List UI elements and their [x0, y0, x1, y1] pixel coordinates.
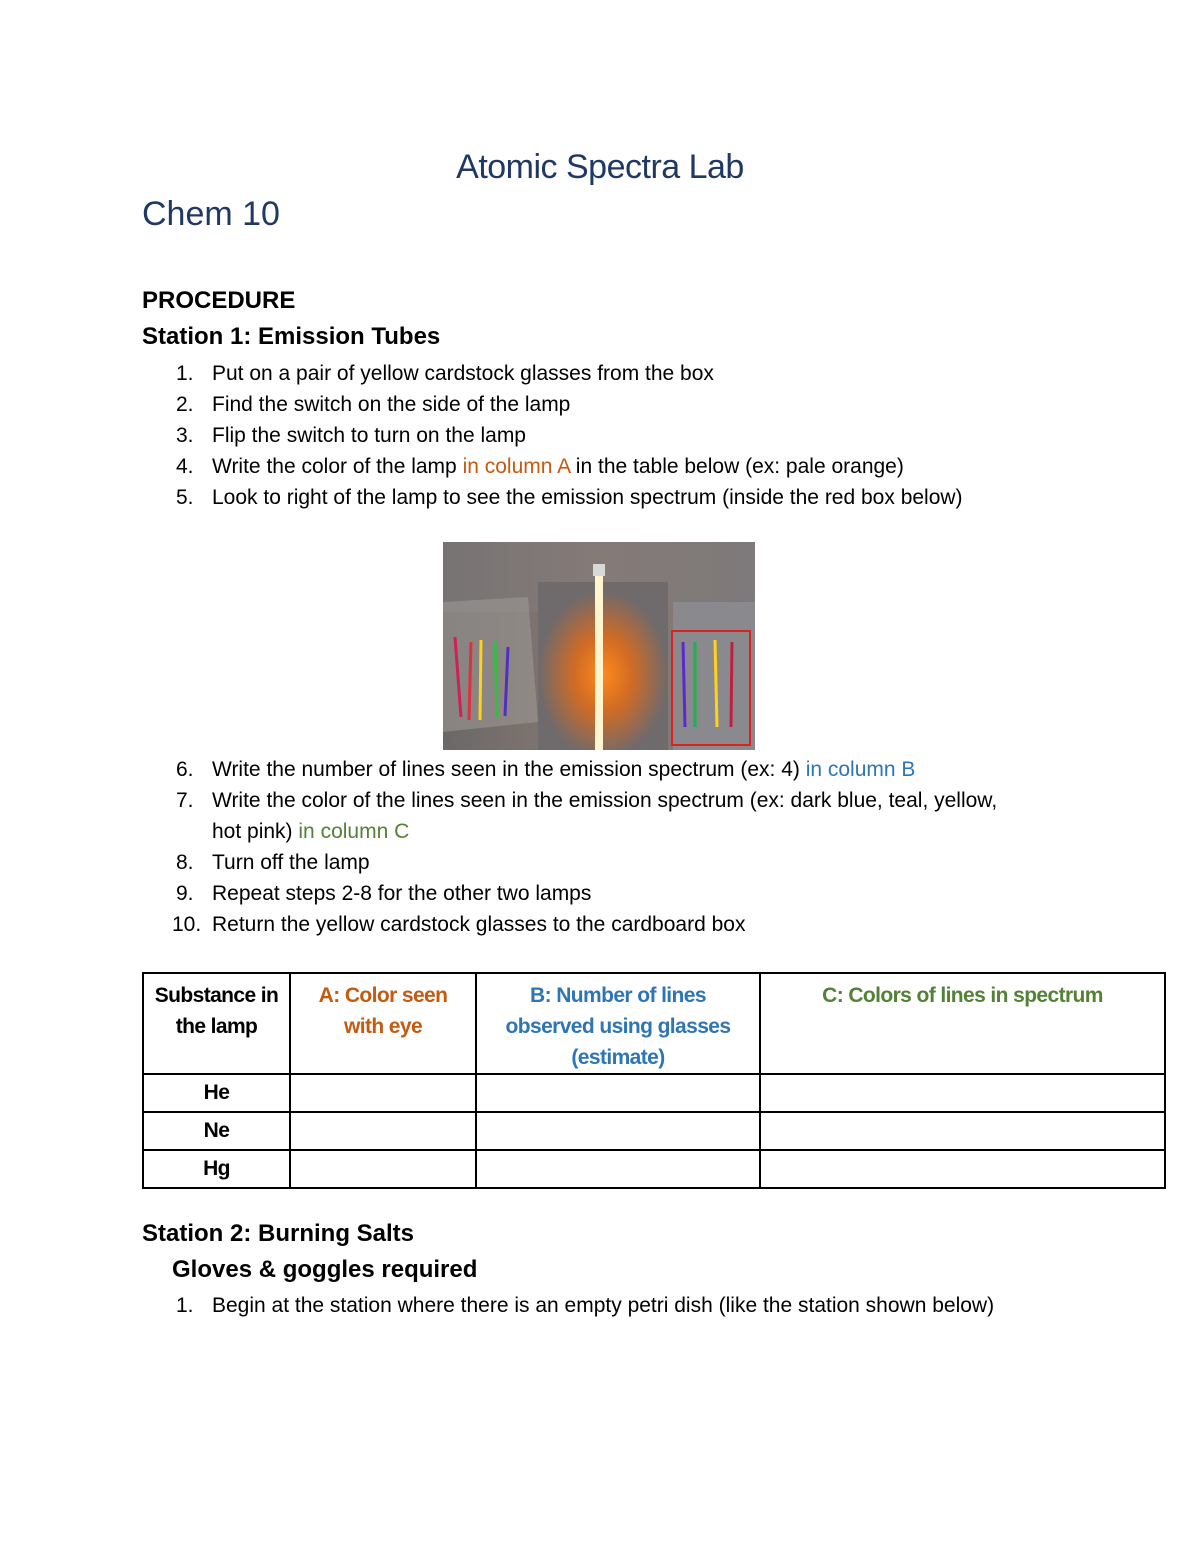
procedure-heading: PROCEDURE — [142, 287, 296, 314]
header-column-b: B: Number of lines observed using glasses (estimate) — [476, 973, 760, 1074]
list-item: 4. Write the color of the lamp in column A in the table below (ex: pale orange) — [176, 455, 904, 478]
list-item: 5. Look to right of the lamp to see the emission spectrum (inside the red box below) — [176, 486, 963, 509]
column-b-cell[interactable] — [476, 1074, 760, 1112]
safety-requirement: Gloves & goggles required — [172, 1256, 478, 1283]
list-item: 3. Flip the switch to turn on the lamp — [176, 424, 526, 447]
header-column-a: A: Color seen with eye — [290, 973, 476, 1074]
table-row — [143, 1112, 1165, 1150]
column-c-highlight: in column C — [298, 820, 410, 843]
column-b-cell[interactable] — [476, 1112, 760, 1150]
header-substance: Substance in the lamp — [143, 973, 290, 1074]
station-1-heading: Station 1: Emission Tubes — [142, 323, 441, 350]
list-item: 7. Write the color of the lines seen in the emission spectrum (ex: dark blue, teal, yellow, hot pink) in column C — [176, 789, 998, 843]
list-item: 10. Return the yellow cardstock glasses to the cardboard box — [172, 913, 746, 936]
table-row — [143, 1150, 1165, 1188]
column-a-cell[interactable] — [290, 1150, 476, 1188]
substance-cell: Hg — [143, 1150, 290, 1188]
list-item: 9. Repeat steps 2-8 for the other two lamps — [176, 882, 592, 905]
observation-table — [142, 972, 1166, 1189]
page-title: Atomic Spectra Lab — [456, 148, 744, 186]
column-c-cell[interactable] — [760, 1112, 1165, 1150]
column-c-cell[interactable] — [760, 1074, 1165, 1112]
column-a-highlight: in column A — [462, 455, 570, 478]
emission-lamp-photo — [443, 542, 755, 750]
station-1-steps-list-continued — [142, 754, 1042, 940]
list-item: 1. Put on a pair of yellow cardstock glasses from the box — [176, 362, 714, 385]
header-column-c: C: Colors of lines in spectrum — [760, 973, 1165, 1074]
list-item: 1. Begin at the station where there is an empty petri dish (like the station shown below) — [176, 1294, 995, 1317]
column-a-cell[interactable] — [290, 1074, 476, 1112]
column-b-highlight: in column B — [805, 758, 916, 781]
substance-cell: Ne — [143, 1112, 290, 1150]
course-name: Chem 10 — [142, 195, 280, 233]
list-item: 2. Find the switch on the side of the lamp — [176, 393, 571, 416]
table-header-row — [143, 973, 1165, 1074]
station-2-steps-list — [142, 1290, 1042, 1321]
column-a-cell[interactable] — [290, 1112, 476, 1150]
substance-cell: He — [143, 1074, 290, 1112]
station-2-heading: Station 2: Burning Salts — [142, 1220, 415, 1247]
list-item: 8. Turn off the lamp — [176, 851, 370, 874]
table-row — [143, 1074, 1165, 1112]
list-item: 6. Write the number of lines seen in the emission spectrum (ex: 4) in column B — [176, 758, 916, 781]
column-c-cell[interactable] — [760, 1150, 1165, 1188]
column-b-cell[interactable] — [476, 1150, 760, 1188]
station-1-steps-list — [142, 358, 1042, 513]
